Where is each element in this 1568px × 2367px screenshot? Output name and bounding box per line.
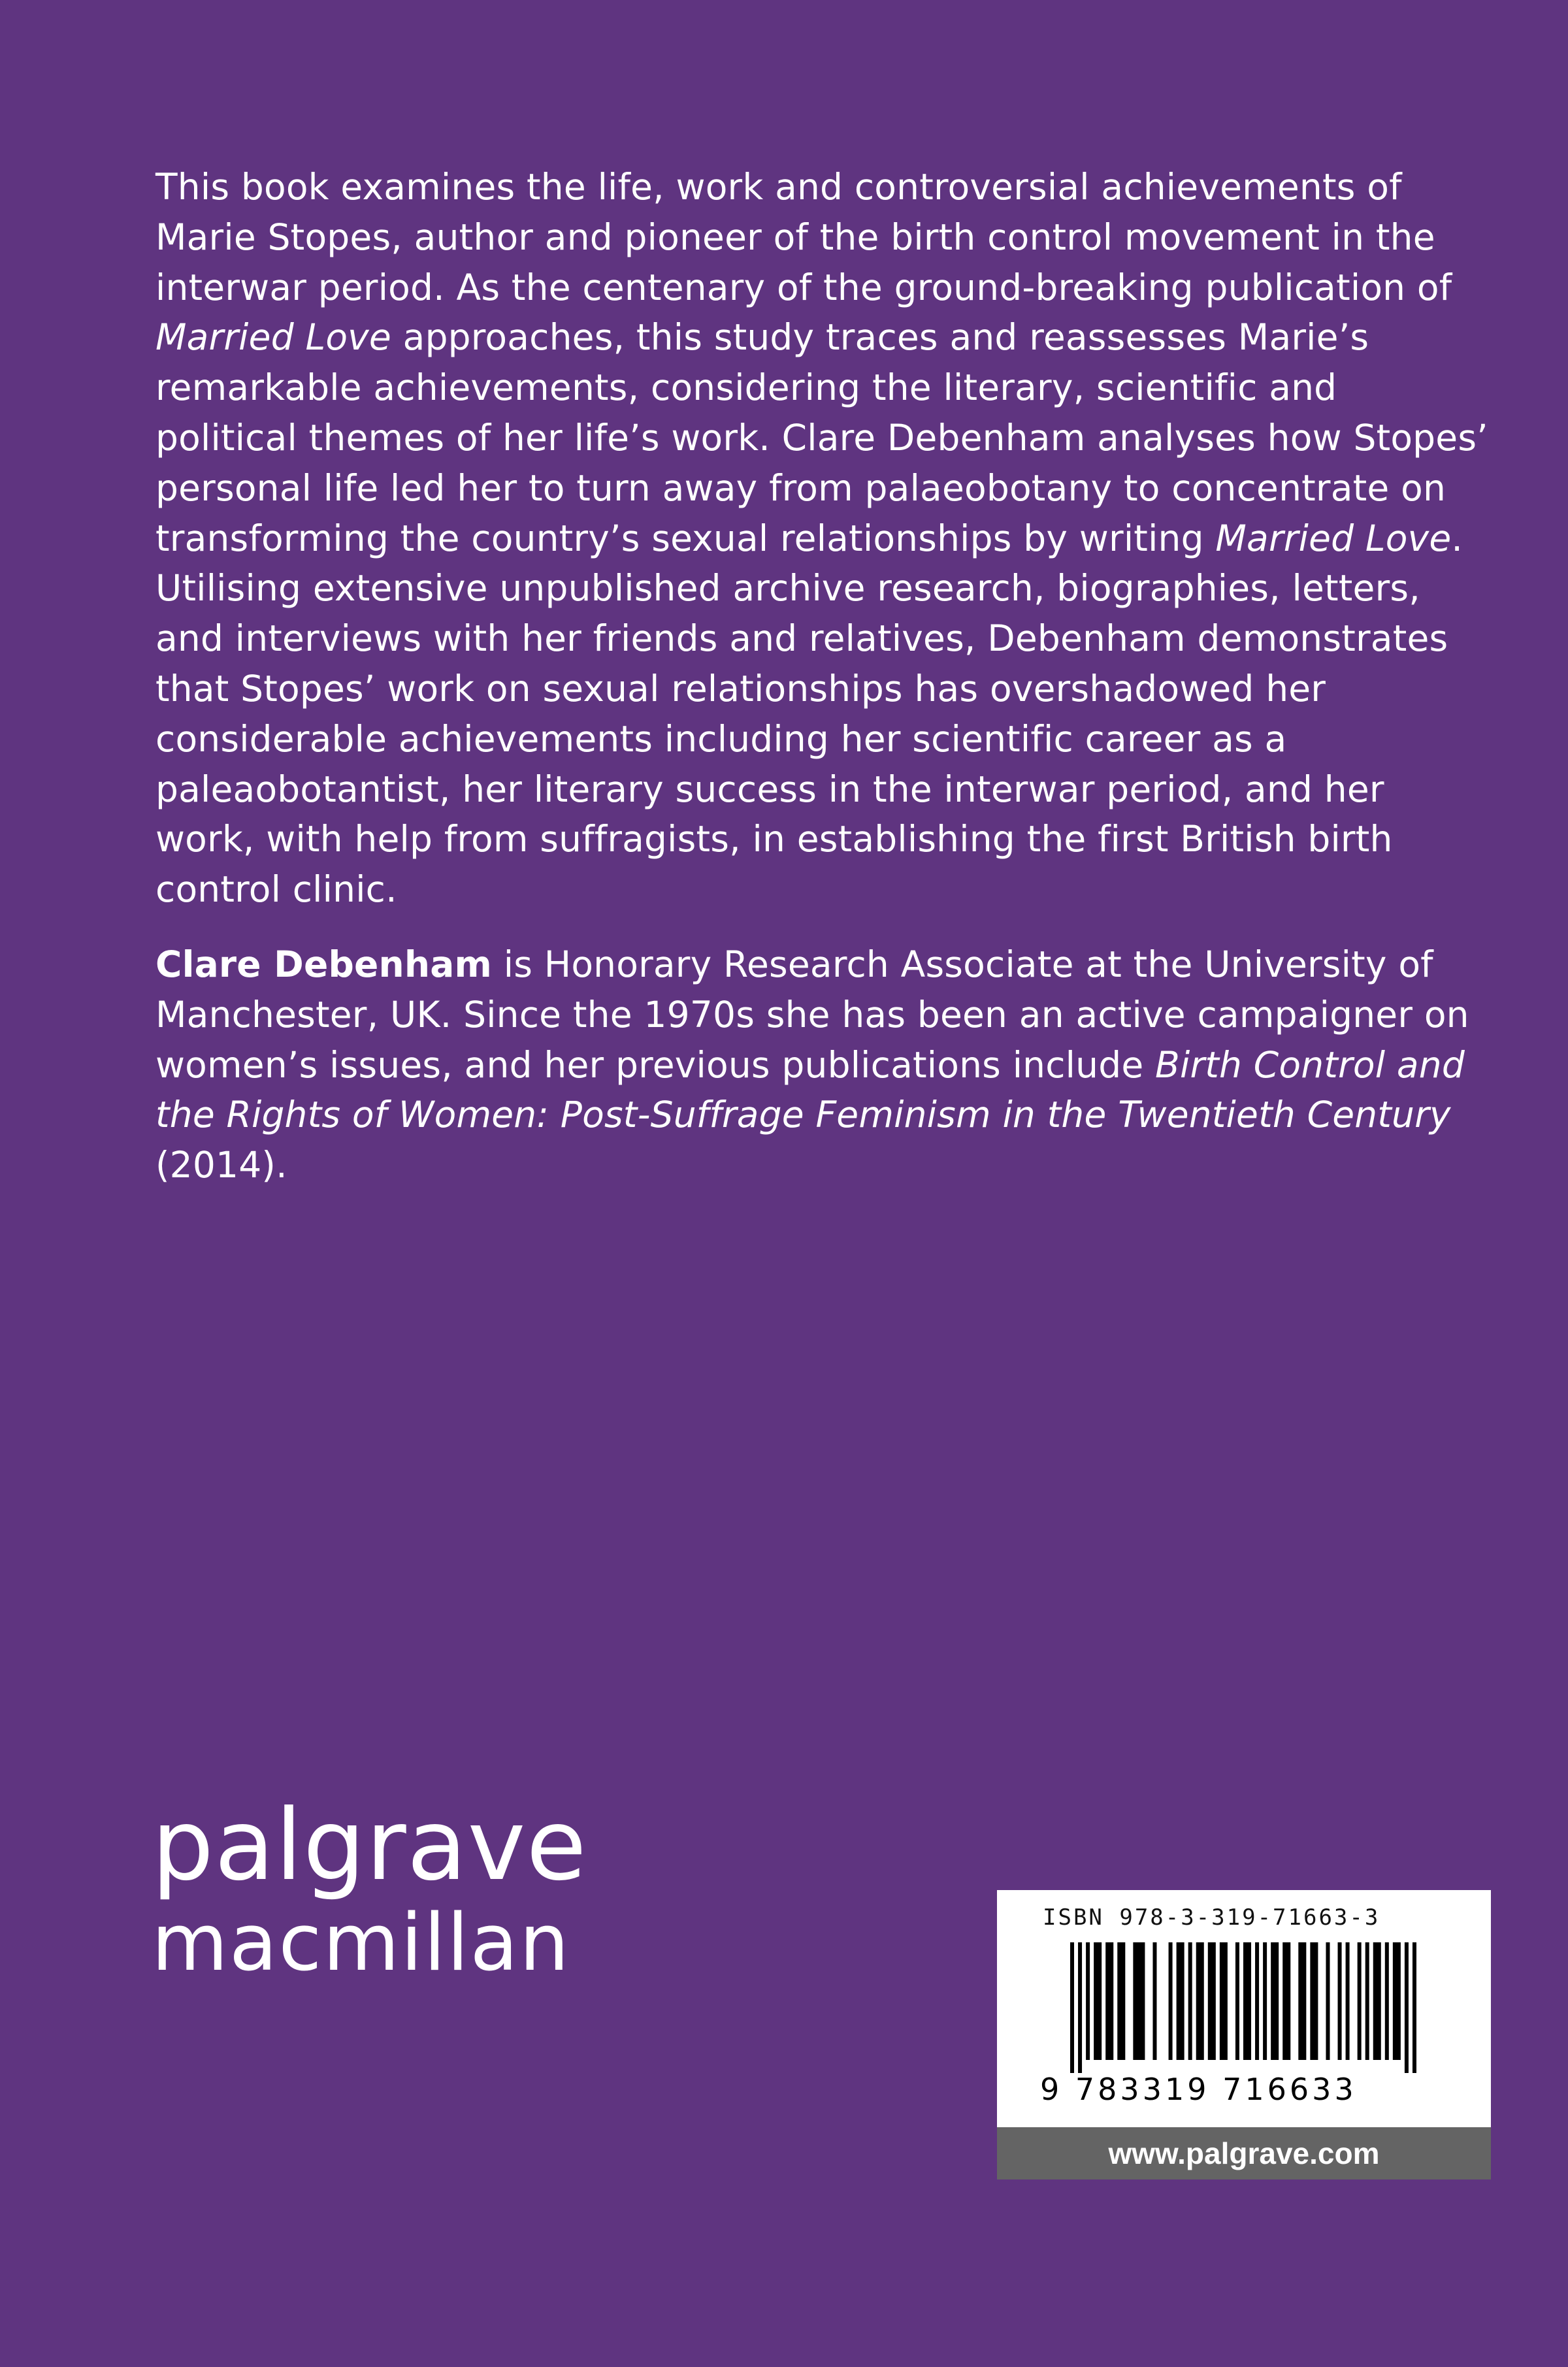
- barcode-bar: [1385, 1942, 1389, 2060]
- previous-book-title: Birth Control and the Rights of Women: Post-Suffrage Feminism in the Twentieth Century: [155, 1043, 1465, 1136]
- barcode-bar: [1326, 1942, 1330, 2060]
- barcode-bar: [1169, 1942, 1173, 2060]
- isbn-label: ISBN 978-3-319-71663-3: [1043, 1904, 1380, 1931]
- barcode-bar: [1310, 1942, 1318, 2060]
- author-bio-text: (2014).: [155, 1144, 287, 1186]
- book-title-married-love: Married Love: [1215, 517, 1452, 559]
- author-bio: [155, 939, 1488, 1190]
- barcode-bar: [1117, 1942, 1125, 2060]
- barcode-bar: [1405, 1942, 1409, 2073]
- barcode-bar: [1282, 1942, 1290, 2060]
- barcode-bar: [1365, 1942, 1369, 2060]
- barcode-bar: [1346, 1942, 1350, 2060]
- barcode-bar: [1078, 1942, 1082, 2073]
- barcode-bar: [1338, 1942, 1342, 2060]
- back-cover-text: [155, 162, 1488, 1190]
- book-title-married-love: Married Love: [155, 316, 391, 359]
- barcode-bar: [1220, 1942, 1228, 2060]
- barcode-bar: [1086, 1942, 1090, 2060]
- barcode-bar: [1413, 1942, 1416, 2073]
- barcode-bar: [1255, 1942, 1259, 2060]
- barcode-bar: [1070, 1942, 1074, 2073]
- barcode-bar: [1196, 1942, 1204, 2060]
- description-text: approaches, this study traces and reassesses Marie’s remarkable achievements, considering the literary, scientific and political themes of her life’s work. Clare Debenham analyses how Stopes’ personal life led her to turn away from palaeobotany to concentrate on transforming the country’s sexual relationships by writing: [155, 316, 1488, 559]
- book-description: [155, 162, 1488, 915]
- barcode-number: 9 783319 716633: [1040, 2072, 1357, 2107]
- barcode-bar: [1094, 1942, 1102, 2060]
- description-text: This book examines the life, work and controversial achievements of Marie Stopes, author and pioneer of the birth control movement in the interwar period. As the centenary of the ground-breaking publication of: [155, 166, 1452, 308]
- barcode-bar: [1373, 1942, 1381, 2060]
- barcode-bar: [1152, 1942, 1156, 2060]
- barcode-image: [997, 1942, 1491, 2073]
- publisher-url: www.palgrave.com: [997, 2127, 1491, 2179]
- barcode-bar: [1271, 1942, 1279, 2060]
- logo-palgrave: palgrave: [152, 1789, 587, 1902]
- logo-macmillan: macmillan: [152, 1898, 570, 1989]
- barcode-bar: [1133, 1942, 1145, 2060]
- barcode-bar: [1208, 1942, 1216, 2060]
- publisher-logo: [152, 1790, 587, 1993]
- author-bio-text: is Honorary Research Associate at the University of Manchester, UK. Since the 1970s she has been an active campaigner on women’s issues, and her previous publications include: [155, 943, 1469, 1086]
- barcode-bar: [1263, 1942, 1267, 2060]
- barcode-bar: [1235, 1942, 1239, 2060]
- barcode-bar: [1393, 1942, 1401, 2060]
- barcode-bar: [1358, 1942, 1362, 2060]
- author-name: Clare Debenham: [155, 943, 493, 985]
- barcode-bar: [1298, 1942, 1306, 2060]
- description-text: . Utilising extensive unpublished archive research, biographies, letters, and interviews with her friends and relatives, Debenham demonstrates that Stopes’ work on sexual relationships has overshadowed her considerable achievements including her scientific career as a paleaobotantist, her literary success in the interwar period, and her work, with help from suffragists, in establishing the first British birth control clinic.: [155, 517, 1463, 911]
- barcode-bar: [1243, 1942, 1251, 2060]
- barcode-bar: [1105, 1942, 1113, 2060]
- barcode-bar: [1177, 1942, 1184, 2060]
- barcode-bar: [1188, 1942, 1192, 2060]
- barcode-panel: [997, 1890, 1491, 2179]
